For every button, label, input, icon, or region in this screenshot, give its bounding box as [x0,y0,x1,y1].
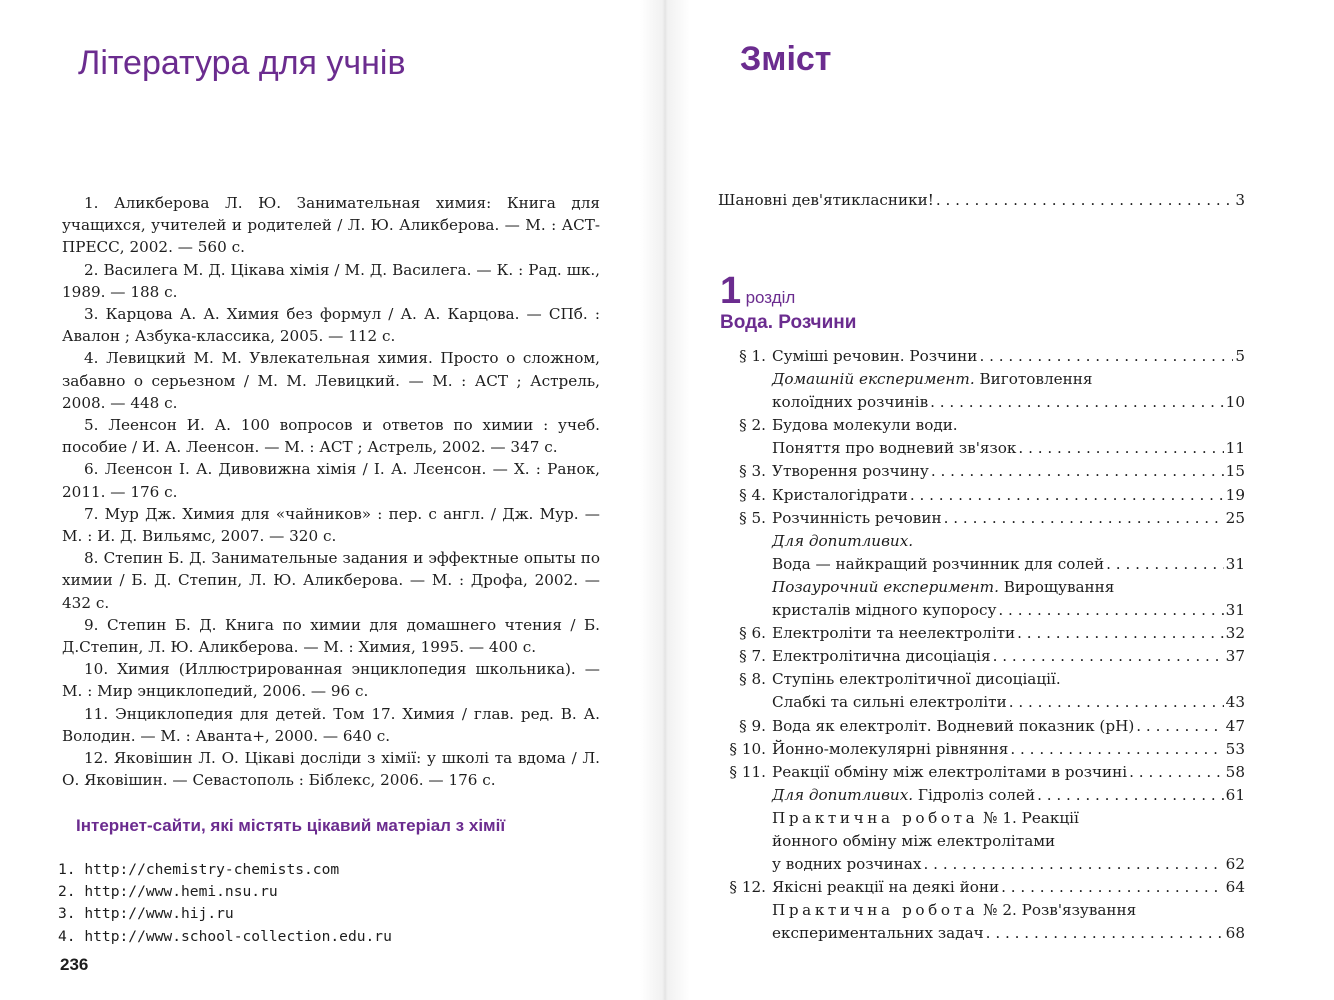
dot-leader [944,507,1224,530]
toc-line-text [772,391,928,414]
toc-line-text [772,345,977,368]
toc-text: № 1. Реакції [978,808,1079,827]
toc-text: Кристалогідрати [772,485,908,504]
bibliography-entry: 10. Химия (Иллюстрированная энциклопедия школьника). — М. : Мир энциклопедий, 2006. — 96 с. [62,660,600,701]
toc-line-text [772,553,1104,576]
toc-line [718,484,1245,507]
toc-text: Йонно-молекулярні рівняння [772,739,1009,758]
toc-entry [718,761,1245,784]
toc-entry [718,368,1245,414]
toc-line-text [772,437,1016,460]
toc-line [718,668,1245,691]
bibliography-entry: 7. Мур Дж. Химия для «чайников» : пер. с англ. / Дж. Мур. — М. : И. Д. Вильямс, 2007. — 320 с. [62,504,600,546]
toc-line [718,622,1245,645]
toc-page-number: 47 [1225,716,1245,735]
toc-text: колоїдних розчинів [772,393,929,412]
toc-entry [718,576,1245,622]
toc-line-text [772,807,1079,830]
page-number: 236 [60,955,89,974]
bibliography-entry: 3. Карцова А. А. Химия без формул / А. А. Карцова. — СПб. : Авалон ; Азбука-классика, 2005. — 112 с. [62,305,600,346]
dot-leader [924,853,1224,876]
toc-page-number: 37 [1225,647,1245,666]
toc-line [718,853,1245,876]
dot-leader [1010,738,1223,761]
toc-text: Розчинність речовин [772,508,942,527]
toc-entry [718,784,1245,807]
toc-line [718,899,1245,922]
toc-line [718,391,1245,414]
contents-title: Зміст [740,40,832,78]
websites-list [58,859,392,948]
toc-page-number: 53 [1225,739,1245,758]
toc-text: Виготовлення [974,370,1093,389]
toc-line-text [772,899,1136,922]
toc-section-number: § 11. [729,762,766,781]
toc-page-number: 31 [1225,554,1245,573]
toc-entry [718,645,1245,668]
toc-intro [718,191,1245,209]
toc-intro-page: 3 [1235,191,1245,209]
toc-italic-label: Для допитливих. [772,531,914,550]
toc-line [718,830,1245,853]
toc-page-number: 68 [1225,924,1245,943]
bibliography-entry: 4. Левицкий М. М. Увлекательная химия. Просто о сложном, забавно о серьезном / М. М. Левицкий. — М. : АСТ ; Астрель, 2008. — 448 с. [62,349,600,412]
dot-leader [979,345,1233,368]
toc-page-number: 31 [1225,601,1245,620]
bibliography-entry: 5. Леенсон И. А. 100 вопросов и ответов по химии : учеб. пособие / И. А. Леенсон. — М. : АСТ ; Астрель, 2002. — 347 с. [62,416,600,457]
bibliography-entry: 2. Василега М. Д. Цікава хімія / М. Д. Василега. — К. : Рад. шк., 1989. — 188 с. [62,260,600,301]
toc-line-text [772,484,908,507]
toc-line-text [772,645,991,668]
dot-leader [1106,553,1224,576]
toc-line-text [772,368,1092,391]
toc-line-text [772,460,929,483]
toc-italic-label: Домашній експеримент. [772,370,975,389]
toc-line [718,761,1245,784]
toc-line-text [772,876,999,899]
websites-title: Інтернет-сайти, які містять цікавий матеріал з хімії [76,816,506,835]
chapter-heading [720,270,795,313]
toc-section-number: § 10. [729,739,766,758]
toc-entry [718,460,1245,483]
toc-text: Якісні реакції на деякі йони [772,878,1000,897]
dot-leader [993,645,1224,668]
toc-page-number: 15 [1225,462,1245,481]
toc-line [718,784,1245,807]
toc-line [718,691,1245,714]
toc-entry [718,876,1245,899]
toc-line [718,738,1245,761]
toc-line [718,807,1245,830]
dot-leader [931,460,1224,483]
toc-text: Електролітична дисоціація [772,647,991,666]
bibliography-entry: 1. Аликберова Л. Ю. Занимательная химия: Книга для учащихся, учителей и родителей / Л. Ю. Аликберова. — М. : АСТ-ПРЕСС, 2002. — 560 с. [62,194,600,257]
toc-line-text [772,853,922,876]
toc-text: експериментальних задач [772,924,984,943]
dot-leader [1037,784,1224,807]
bibliography-entry: 12. Яковішин Л. О. Цікаві досліди з хімії: у школі та вдома / Л. О. Яковішин. — Севастополь : Біблекс, 2006. — 176 с. [62,749,600,790]
toc-entry [718,414,1245,460]
toc-section-number: § 4. [739,485,766,504]
toc-page-number: 25 [1225,508,1245,527]
toc-page-number: 11 [1225,439,1245,458]
toc-line-text [772,738,1008,761]
toc-entry [718,738,1245,761]
toc-line-text [772,715,1134,738]
toc-line-text [772,922,984,945]
toc-line [718,345,1245,368]
toc-section-number: § 5. [739,508,766,527]
toc-entry [718,345,1245,368]
toc-line [718,576,1245,599]
toc-text: Вирощування [998,577,1115,596]
toc-text: Поняття про водневий зв'язок [772,439,1017,458]
bibliography-entry: 8. Степин Б. Д. Занимательные задания и эффектные опыты по химии / Б. Д. Степин, Л. Ю. Аликберова. — М. : Дрофа, 2002. — 432 с. [62,549,600,612]
toc-text: кристалів мідного купоросу [772,601,997,620]
toc-intro-text: Шановні дев'ятикласники! [718,191,934,209]
toc-section-number: § 3. [739,462,766,481]
toc-text: Вода як електроліт. Водневий показник (pH) [772,716,1135,735]
toc-entry [718,899,1245,945]
toc-line [718,530,1245,553]
bibliography-entry: 11. Энциклопедия для детей. Том 17. Химия / глав. ред. В. А. Володин. — М. : Аванта+, 2000. — 640 с. [62,704,600,745]
toc-section-number: § 1. [739,347,766,365]
dot-leader [936,191,1233,209]
toc-text: у водних розчинах [772,855,922,874]
toc-text: № 2. Розв'язування [978,901,1137,920]
toc-entry [718,807,1245,876]
toc-text: Ступінь електролітичної дисоціації. [772,670,1061,689]
toc-section-number: § 12. [729,878,766,897]
dot-leader [1001,876,1224,899]
toc-page-number: 62 [1225,855,1245,874]
toc-line-text [772,530,913,553]
dot-leader [1009,691,1224,714]
toc-line [718,460,1245,483]
toc-text: Суміші речовин. Розчини [772,347,978,365]
toc-italic-label: Позаурочний експеримент. [772,577,999,596]
toc-line-text [772,414,958,437]
toc-line [718,876,1245,899]
toc-text: Вода — найкращий розчинник для солей [772,554,1105,573]
toc-entry [718,484,1245,507]
literature-title: Література для учнів [78,44,406,82]
website-link[interactable]: 3. http://www.hij.ru [58,905,234,923]
toc-entry [718,715,1245,738]
toc-line [718,553,1245,576]
toc-page-number: 32 [1225,624,1245,643]
toc-list [718,345,1245,945]
toc-line-text [772,507,942,530]
chapter-number: 1 [720,270,742,312]
toc-line-text [772,599,996,622]
toc-text: Гідроліз солей [913,785,1036,804]
toc-section-number: § 8. [739,670,766,689]
toc-line-text [772,830,1055,853]
toc-entry [718,530,1245,576]
toc-line [718,414,1245,437]
toc-entry [718,668,1245,714]
toc-page-number: 10 [1225,393,1245,412]
dot-leader [986,922,1224,945]
toc-line-text [772,622,1015,645]
toc-line [718,599,1245,622]
website-link[interactable]: 2. http://www.hemi.nsu.ru [58,883,278,901]
chapter-label: розділ [745,288,796,307]
toc-line-text [772,761,1127,784]
toc-text: Будова молекули води. [772,416,958,435]
toc-italic-label: Для допитливих. [772,785,914,804]
toc-text: Слабкі та сильні електроліти [772,693,1007,712]
toc-section-number: § 2. [739,416,766,435]
bibliography-entry: 6. Лєенсон І. А. Дивовижна хімія / І. А. Лєенсон. — Х. : Ранок, 2011. — 176 с. [62,460,600,501]
toc-practical-label: Практична робота [772,808,979,827]
toc-line-text [772,576,1114,599]
toc-text: Реакції обміну між електролітами в розчині [772,762,1128,781]
toc-entry [718,507,1245,530]
toc-line [718,922,1245,945]
toc-page-number: 5 [1235,347,1245,365]
toc-section-number: § 6. [739,624,766,643]
book-gutter [640,0,690,1000]
toc-line [718,645,1245,668]
bibliography-entry: 9. Степин Б. Д. Книга по химии для домашнего чтения / Б. Д.Степин, Л. Ю. Аликберова. — М. : Химия, 1995. — 400 с. [62,615,600,657]
dot-leader [910,484,1224,507]
dot-leader [998,599,1223,622]
website-link[interactable]: 4. http://www.school-collection.edu.ru [58,927,392,945]
toc-line [718,507,1245,530]
toc-page-number: 61 [1225,785,1245,804]
toc-section-number: § 9. [739,716,766,735]
toc-line-text [772,784,1035,807]
toc-line [718,715,1245,738]
dot-leader [1129,761,1224,784]
toc-page-number: 64 [1225,878,1245,897]
toc-text: йонного обміну між електролітами [772,831,1056,850]
dot-leader [930,391,1224,414]
toc-page-number: 43 [1225,693,1245,712]
toc-line [718,368,1245,391]
website-link[interactable]: 1. http://chemistry-chemists.com [58,861,340,878]
toc-text: Утворення розчину [772,462,929,481]
toc-practical-label: Практична робота [772,901,979,920]
toc-text: Електроліти та неелектроліти [772,624,1016,643]
dot-leader [1136,715,1223,738]
bibliography-list [62,192,600,791]
toc-line-text [772,691,1007,714]
toc-page-number: 58 [1225,762,1245,781]
dot-leader [1018,437,1223,460]
toc-line [718,437,1245,460]
toc-entry [718,622,1245,645]
dot-leader [1017,622,1224,645]
toc-line-text [772,668,1061,691]
toc-page-number: 19 [1225,485,1245,504]
toc-section-number: § 7. [739,647,766,666]
chapter-name: Вода. Розчини [720,312,857,333]
